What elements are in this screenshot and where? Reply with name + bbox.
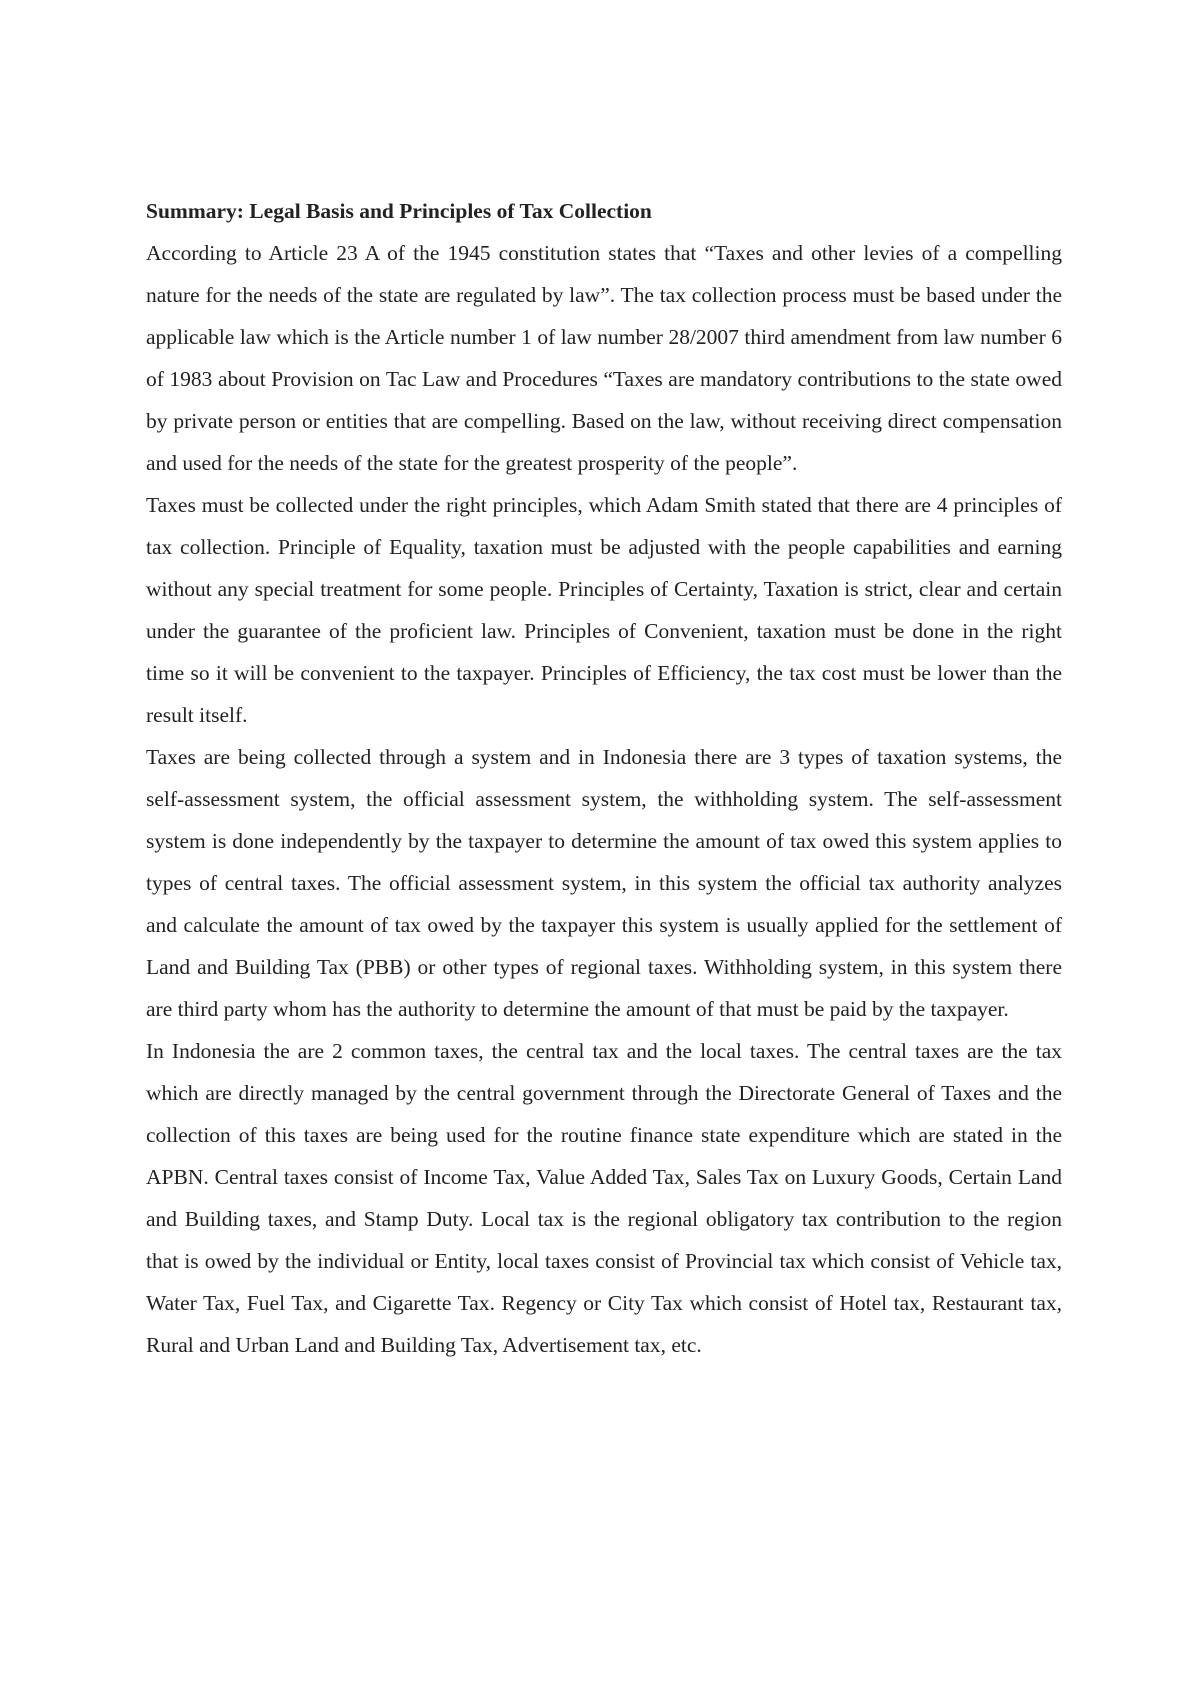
- document-title: Summary: Legal Basis and Principles of Tax Collection: [146, 199, 652, 223]
- paragraph-legal-basis: According to Article 23 A of the 1945 constitution states that “Taxes and other levies of a compelling nature for the needs of the state are regulated by law”. The tax collection process must be based under the applicable law which is the Article number 1 of law number 28/2007 third amendment from law number 6 of 1983 about Provision on Tac Law and Procedures “Taxes are mandatory contributions to the state owed by private person or entities that are compelling. Based on the law, without receiving direct compensation and used for the needs of the state for the greatest prosperity of the people”.: [146, 241, 1062, 475]
- paragraph-tax-principles: Taxes must be collected under the right principles, which Adam Smith stated that there are 4 principles of tax collection. Principle of Equality, taxation must be adjusted with the people capabilities and earning without any special treatment for some people. Principles of Certainty, Taxation is strict, clear and certain under the guarantee of the proficient law. Principles of Convenient, taxation must be done in the right time so it will be convenient to the taxpayer. Principles of Efficiency, the tax cost must be lower than the result itself.: [146, 493, 1062, 727]
- paragraph-taxation-systems: Taxes are being collected through a system and in Indonesia there are 3 types of taxation systems, the self-assessment system, the official assessment system, the withholding system. The self-assessment system is done independently by the taxpayer to determine the amount of tax owed this system applies to types of central taxes. The official assessment system, in this system the official tax authority analyzes and calculate the amount of tax owed by the taxpayer this system is usually applied for the settlement of Land and Building Tax (PBB) or other types of regional taxes. Withholding system, in this system there are third party whom has the authority to determine the amount of that must be paid by the taxpayer.: [146, 745, 1062, 1021]
- paragraph-central-local-taxes: In Indonesia the are 2 common taxes, the central tax and the local taxes. The central taxes are the tax which are directly managed by the central government through the Directorate General of Taxes and the collection of this taxes are being used for the routine finance state expenditure which are stated in the APBN. Central taxes consist of Income Tax, Value Added Tax, Sales Tax on Luxury Goods, Certain Land and Building taxes, and Stamp Duty. Local tax is the regional obligatory tax contribution to the region that is owed by the individual or Entity, local taxes consist of Provincial tax which consist of Vehicle tax, Water Tax, Fuel Tax, and Cigarette Tax. Regency or City Tax which consist of Hotel tax, Restaurant tax, Rural and Urban Land and Building Tax, Advertisement tax, etc.: [146, 1039, 1062, 1357]
- document-body: [146, 190, 1062, 1366]
